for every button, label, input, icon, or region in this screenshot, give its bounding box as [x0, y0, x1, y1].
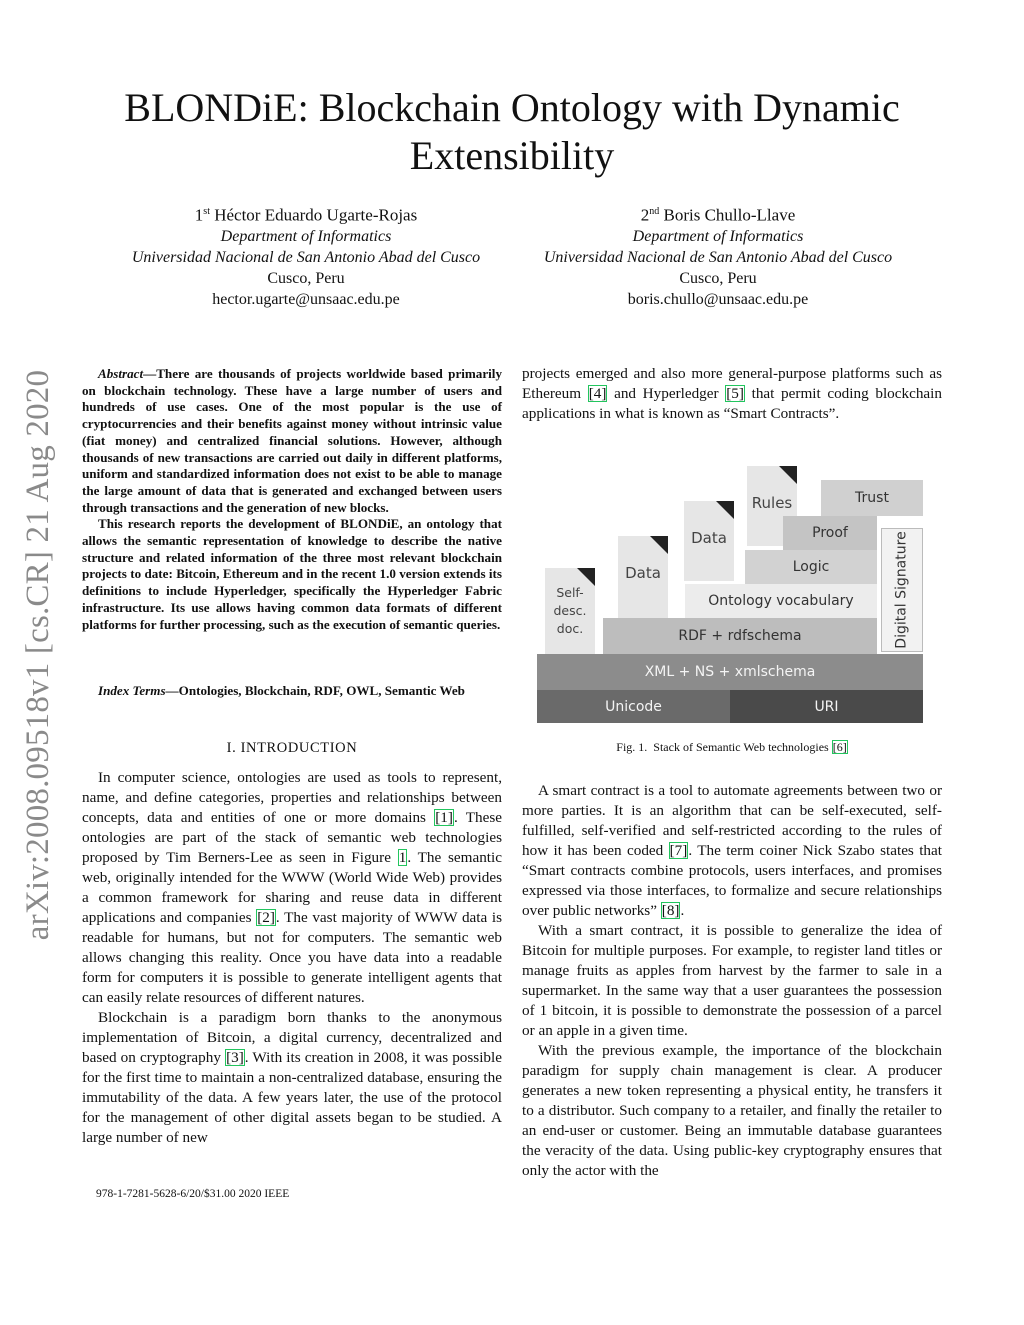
- author-name: [518, 201, 918, 226]
- doc-label: Self-: [556, 585, 584, 600]
- index-terms: Index Terms—Ontologies, Blockchain, RDF, OWL, Semantic Web: [98, 683, 465, 698]
- citation-link-8[interactable]: [8]: [661, 902, 680, 919]
- author-block-2: [518, 201, 918, 310]
- text-run: A smart contract is a tool to automate agreements between two or more parties. It is an algorithm that can be self-executed, self-fulfilled, self-verified and self-restricted according to the rules of how it has been coded: [522, 782, 942, 859]
- layer-proof: Proof: [783, 516, 877, 550]
- layer-digital-signature: [881, 528, 923, 652]
- intro-paragraph-1: [82, 768, 502, 1008]
- author-name-text: Boris Chullo-Llave: [663, 205, 796, 225]
- layer-trust: Trust: [821, 480, 923, 516]
- author-ordinal: 2: [640, 205, 650, 225]
- doc-label: Data: [625, 564, 661, 582]
- text-run: . The semantic web, originally intended for the WWW (World Wide Web) provides a common framework for sharing and reuse data in different applications and companies: [82, 849, 502, 926]
- text-run: and Hyperledger: [607, 385, 726, 402]
- self-described-document-icon: [545, 568, 595, 654]
- index-terms-text: Ontologies, Blockchain, RDF, OWL, Semantic Web: [178, 683, 465, 698]
- text-run: projects emerged and also more general-purpose platforms such as Ethereum: [522, 365, 942, 402]
- text-run: In computer science, ontologies are used as tools to represent, name, and define categories, properties and relationships between concepts, data and entities of one or more domains: [82, 769, 502, 826]
- doc-label: Data: [691, 529, 727, 547]
- citation-link-7[interactable]: [7]: [669, 842, 688, 859]
- doc-label: desc.: [553, 603, 587, 618]
- doc-label: doc.: [556, 621, 584, 636]
- layer-logic: Logic: [745, 550, 877, 584]
- author-email[interactable]: hector.ugarte@unsaac.edu.pe: [212, 290, 400, 308]
- section-number: I.: [226, 740, 237, 756]
- right-column-body: [522, 781, 942, 1181]
- abstract-paragraph-1: There are thousands of projects worldwide based primarily on blockchain technology. These have a large number of users and hundreds of use cases. One of the most popular is the use of cryptocurrencies and their benefits against money without intrinsic value (fiat money) and centralized financial solutions. However, although thousands of new transactions are carried out daily in different platforms, uniform and standardized information does not exist to be able to manage the large amount of data that is generated and exchanged between users through transactions and the generation of new blocks.: [82, 366, 502, 515]
- layer-ontology-vocabulary: Ontology vocabulary: [685, 584, 877, 618]
- citation-link-1[interactable]: [1]: [435, 809, 453, 826]
- author-block-1: [106, 201, 506, 310]
- author-city: Cusco, Peru: [679, 269, 757, 287]
- arxiv-sidebar-stamp: arXiv:2008.09518v1 [cs.CR] 21 Aug 2020: [20, 369, 56, 941]
- caption-text: Stack of Semantic Web technologies: [653, 740, 832, 754]
- text-run: . With its creation in 2008, it was possible for the first time to maintain a non-centralized database, ensuring the immutability of the data. A few years later, the use of the protocol for the management of other digital assets began to be studied. A large number of new: [82, 1049, 502, 1146]
- data-document-icon-1: [618, 536, 668, 618]
- semantic-web-stack-figure: [537, 466, 924, 724]
- author-name-text: Héctor Eduardo Ugarte-Rojas: [214, 205, 418, 225]
- smart-contract-paragraph: [522, 781, 942, 921]
- layer-unicode: Unicode: [537, 690, 730, 723]
- author-university: Universidad Nacional de San Antonio Abad del Cusco: [543, 248, 893, 266]
- figure-caption: [522, 740, 942, 755]
- author-ordinal-suffix: nd: [649, 206, 660, 217]
- section-heading-introduction: [82, 740, 502, 757]
- citation-link-5[interactable]: [5]: [726, 385, 744, 402]
- caption-label: Fig. 1.: [616, 740, 648, 754]
- text-run: Blockchain is a paradigm born thanks to the anonymous implementation of Bitcoin, a digital currency, decentralized and based on cryptography: [82, 1009, 502, 1066]
- author-university: Universidad Nacional de San Antonio Abad del Cusco: [131, 248, 481, 266]
- author-ordinal: 1: [194, 205, 204, 225]
- introduction-body: [82, 768, 502, 1148]
- index-terms-label: Index Terms: [98, 683, 166, 698]
- author-name: [106, 201, 506, 226]
- layer-uri: URI: [730, 690, 923, 723]
- abstract-paragraph-2: This research reports the development of BLONDiE, an ontology that allows the semantic representation of knowledge to describe the native structure and related information of the three most relevant blockchain projects to date: Bitcoin, Ethereum and in the recent 1.0 version extends its definitions to include Hyperledger, specifically the Hyperledger Fabric infrastructure. Its use allows having common data formats of different platforms for further processing, such as the execution of semantic queries.: [82, 516, 502, 632]
- author-email[interactable]: boris.chullo@unsaac.edu.pe: [627, 290, 809, 308]
- data-document-icon-2: [684, 501, 734, 581]
- right-column-top: [522, 364, 942, 424]
- digital-signature-label: Digital Signature: [894, 531, 910, 649]
- section-title: INTRODUCTION: [240, 740, 358, 756]
- text-run: .: [680, 902, 685, 919]
- citation-link-4[interactable]: [4]: [588, 385, 607, 402]
- supply-chain-paragraph: With the previous example, the importance of the blockchain paradigm for supply chain management is clear. A producer generates a new token representing a physical entity, he transfers it to a distributor. Such company to a retailer, and finally the retailer to an end-user or customer. Being an immutable database guarantees the veracity of the data. Using public-key cryptography ensures that only the actor with the: [522, 1042, 942, 1179]
- figure-link-1[interactable]: 1: [398, 849, 407, 866]
- title-line-2: Extensibility: [409, 133, 615, 178]
- layer-xml-ns-xmlschema: XML + NS + xmlschema: [537, 654, 923, 690]
- citation-link-6[interactable]: [6]: [832, 740, 847, 754]
- title-line-1: BLONDiE: Blockchain Ontology with Dynamic: [124, 85, 900, 130]
- continued-paragraph: [522, 364, 942, 424]
- citation-link-3[interactable]: [3]: [226, 1049, 244, 1066]
- copyright-footnote: 978-1-7281-5628-6/20/$31.00 2020 IEEE: [96, 1188, 290, 1200]
- text-run: . The term coiner Nick Szabo states that “Smart contracts combine protocols, users interfaces, and promises expressed via those interfaces, to formalize and secure relationships over public networks”: [522, 842, 942, 919]
- text-run: . The vast majority of WWW data is readable for humans, but not for computers. The semantic web allows changing this reality. Once you have data into a readable form for computers it is possible to generate intelligent agents that can easily relate resources of different natures.: [82, 909, 503, 1006]
- generalize-paragraph: With a smart contract, it is possible to generalize the idea of Bitcoin for multiple purposes. For example, to register land titles or manage fruits as apples from harvest by the farmer to sale in a supermarket. In the same way that a user guarantees the possession of 1 bitcoin, it is possible to demonstrate the possession of a parcel or an apple in a given time.: [522, 922, 942, 1039]
- intro-paragraph-2: [82, 1008, 502, 1148]
- abstract-label: Abstract: [98, 366, 144, 381]
- abstract: Abstract—There are thousands of projects worldwide based primarily on blockchain technology. These have a large number of users and hundreds of use cases. One of the most popular is the use of cryptocurrencies and their benefits against money without intrinsic value (fiat money) and centralized financial solutions. However, although thousands of new transactions are carried out daily in different platforms, uniform and standardized information does not exist to be able to manage the large amount of data that is generated and exchanged between users through transactions and the generation of new blocks. This research reports the development of BLONDiE, an ontology that allows the semantic representation of knowledge to describe the native structure and related information of the three most relevant blockchain projects to date: Bitcoin, Ethereum and in the recent 1.0 version extends its definitions to include Hyperledger, specifically the Hyperledger Fabric infrastructure. Its use allows having common data formats of different platforms for further processing, such as the execution of semantic queries.: [82, 366, 502, 632]
- author-city: Cusco, Peru: [267, 269, 345, 287]
- text-run: that permit coding blockchain applications in what is known as “Smart Contracts”.: [522, 385, 942, 422]
- doc-label: Rules: [751, 494, 793, 512]
- author-ordinal-suffix: st: [203, 206, 210, 217]
- paper-title: [60, 84, 964, 180]
- author-department: Department of Informatics: [632, 227, 804, 245]
- text-run: . These ontologies are part of the stack of semantic web technologies proposed by Tim Berners-Lee as seen in Figure: [82, 809, 502, 866]
- author-department: Department of Informatics: [220, 227, 392, 245]
- citation-link-2[interactable]: [2]: [257, 909, 275, 926]
- layer-rdf-rdfschema: RDF + rdfschema: [603, 618, 877, 654]
